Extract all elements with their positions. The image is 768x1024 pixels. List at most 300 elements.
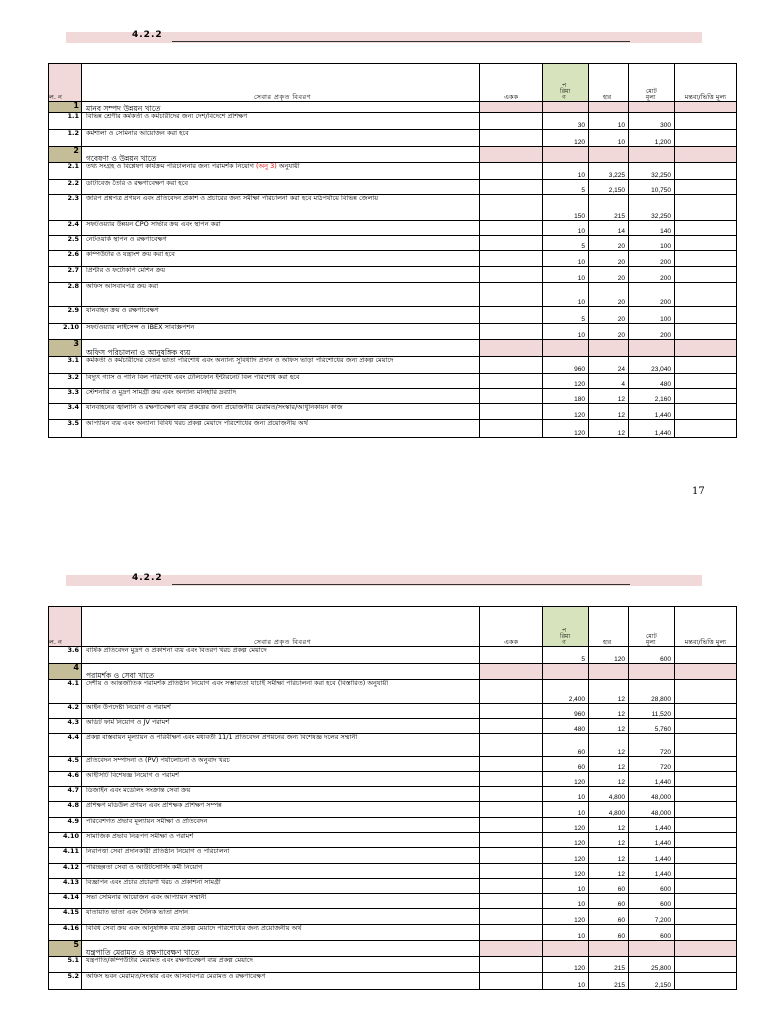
group-row: [49, 340, 737, 357]
row-description-text: প্রশিক্ষণ মডিউল প্রণয়ন এবং প্রশিক্ষক প্রশিক্ষণ সম্পন্ন: [86, 801, 222, 809]
row-note: [675, 236, 737, 251]
header-note: মন্তব্য/ভিত্তি মূল্য: [675, 64, 737, 102]
row-description: [82, 221, 480, 236]
row-rate: 215: [589, 195, 629, 221]
row-serial: 2.9: [49, 307, 82, 324]
row-description: [82, 848, 480, 864]
section-underline-1: [172, 41, 630, 42]
row-description: [82, 389, 480, 404]
row-rate: 20: [589, 251, 629, 267]
row-note: [675, 130, 737, 147]
row-description-text: কর্মকর্তা ও কর্মচারীদের বেতন ভাতা পরিশোধ এবং অন্যান্য সুবিধাদি প্রদান ও অফিস ভাড়া পরিশোধের জন্য প্রকল্প মেয়াদে: [86, 356, 394, 364]
row-quantity: [543, 340, 589, 357]
row-note: [675, 389, 737, 404]
row-quantity: 10: [543, 163, 589, 180]
row-unit: [480, 957, 543, 973]
row-note: [675, 664, 737, 680]
row-description-text: বিবিধ সেবা ক্রয় এবং আনুষঙ্গিক ব্যয় প্রকল্প মেয়াদে পরিশোধের জন্য প্রয়োজনীয় অর্থ: [86, 924, 302, 932]
row-description: [82, 283, 480, 307]
row-quantity: 960: [543, 357, 589, 374]
row-serial: 2.1: [49, 163, 82, 180]
row-description-text: যানবাহনের জ্বালানি ও রক্ষণাবেক্ষণ ব্যয় প্রকল্পের জন্য প্রয়োজনীয় মেরামত/সংস্কার/আধুনিকায়ন কাজ: [86, 403, 343, 411]
row-total: 10,750: [629, 180, 675, 195]
row-quantity: 10: [543, 802, 589, 818]
row-description-text: বিদ্যুৎ গ্যাস ও পানি বিল পরিশোধ এবং টেলিফোন ইন্টারনেট বিল পরিশোধ করা হবে: [86, 373, 300, 381]
item-row: [49, 879, 737, 894]
row-serial: 4: [49, 664, 82, 680]
row-quantity: 960: [543, 704, 589, 719]
row-total: 200: [629, 324, 675, 340]
header-quantity-text: পরিমাণ: [560, 83, 571, 101]
row-total: 480: [629, 374, 675, 389]
row-description-text: ডাটাবেজ তৈরি ও রক্ষণাবেক্ষণ করা হবে: [86, 179, 188, 187]
row-quantity: 180: [543, 389, 589, 404]
row-serial: 4.2: [49, 704, 82, 719]
row-quantity: 60: [543, 734, 589, 757]
row-note: [675, 324, 737, 340]
row-note: [675, 357, 737, 374]
row-serial: 2.2: [49, 180, 82, 195]
row-description-text: অডিট ফার্ম নিয়োগ ও JV পরামর্শ: [86, 718, 170, 726]
row-description-text: প্রতিবেদন সম্পাদনা ও (PV) পর্যালোচনা ও অনুবাদ খরচ: [86, 756, 230, 764]
item-row: [49, 818, 737, 833]
row-total: 23,040: [629, 357, 675, 374]
row-description: [82, 340, 480, 357]
row-quantity: 5: [543, 307, 589, 324]
row-description-text: দেশীয় ও আন্তর্জাতিক পরামর্শক প্রতিষ্ঠান নিয়োগ এবং সম্ভাব্যতা যাচাই সমীক্ষা পরিচালনা করা হবে (বিস্তারিত) অনুযায়ী: [86, 679, 389, 687]
row-quantity: 60: [543, 757, 589, 772]
row-quantity: [543, 147, 589, 163]
row-rate: 12: [589, 404, 629, 420]
row-note: [675, 404, 737, 420]
row-description: [82, 957, 480, 973]
row-description-text: আইন উপদেষ্টা নিয়োগ ও পরামর্শ: [86, 703, 171, 711]
row-unit: [480, 102, 543, 113]
row-unit: [480, 221, 543, 236]
row-description-text: পরিচ্ছন্নতা সেবা ও আউটসোর্সিং কর্মী নিয়োগ: [86, 863, 203, 871]
row-total: 32,250: [629, 195, 675, 221]
row-total: 1,440: [629, 772, 675, 787]
row-note: [675, 909, 737, 925]
row-description: [82, 163, 480, 180]
row-note: [675, 894, 737, 909]
row-description: [82, 130, 480, 147]
row-serial: 4.14: [49, 894, 82, 909]
row-description: [82, 180, 480, 195]
row-note: [675, 802, 737, 818]
row-rate: 60: [589, 894, 629, 909]
row-quantity: 150: [543, 195, 589, 221]
row-total: [629, 941, 675, 957]
row-rate: 12: [589, 818, 629, 833]
cost-table-page-2: [48, 606, 737, 990]
row-total: 7,200: [629, 909, 675, 925]
row-description: [82, 680, 480, 704]
item-row: [49, 267, 737, 283]
row-serial: 4.11: [49, 848, 82, 864]
row-total: 600: [629, 647, 675, 664]
group-row: [49, 147, 737, 163]
row-description: [82, 772, 480, 787]
item-row: [49, 113, 737, 130]
row-serial: 4.1: [49, 680, 82, 704]
row-rate: 12: [589, 833, 629, 848]
row-unit: [480, 787, 543, 802]
row-total: 1,440: [629, 420, 675, 438]
header-total: [629, 607, 675, 647]
row-unit: [480, 324, 543, 340]
item-row: [49, 848, 737, 864]
row-unit: [480, 772, 543, 787]
section-number-1: 4.2.2: [132, 30, 163, 40]
item-row: [49, 925, 737, 941]
header-rate-text: হার: [603, 95, 612, 101]
row-unit: [480, 680, 543, 704]
row-total: [629, 664, 675, 680]
row-serial: 4.7: [49, 787, 82, 802]
row-rate: 12: [589, 389, 629, 404]
item-row: [49, 957, 737, 973]
row-unit: [480, 925, 543, 941]
row-note: [675, 833, 737, 848]
row-quantity: 30: [543, 113, 589, 130]
row-unit: [480, 236, 543, 251]
row-description-text: সফটওয়্যার লাইসেন্স ও IBEX সাবস্ক্রিপশন: [86, 323, 195, 331]
row-note: [675, 704, 737, 719]
item-row: [49, 324, 737, 340]
row-note: [675, 864, 737, 879]
row-note: [675, 818, 737, 833]
row-rate: 12: [589, 772, 629, 787]
row-serial: 4.12: [49, 864, 82, 879]
row-description: [82, 787, 480, 802]
row-quantity: [543, 664, 589, 680]
row-rate: 4: [589, 374, 629, 389]
row-rate: 12: [589, 704, 629, 719]
row-serial: 4.10: [49, 833, 82, 848]
row-rate: 20: [589, 324, 629, 340]
header-unit: একক: [480, 607, 543, 647]
row-note: [675, 195, 737, 221]
row-rate: [589, 147, 629, 163]
row-total: 5,760: [629, 719, 675, 734]
row-total: 32,250: [629, 163, 675, 180]
row-quantity: 480: [543, 719, 589, 734]
row-total: 1,440: [629, 864, 675, 879]
row-rate: 4,800: [589, 787, 629, 802]
row-total: 600: [629, 894, 675, 909]
row-unit: [480, 130, 543, 147]
row-description: [82, 879, 480, 894]
row-rate: 12: [589, 848, 629, 864]
header-description: সেবার প্রকৃত বিবরণ: [82, 607, 480, 647]
item-row: [49, 772, 737, 787]
row-quantity: 120: [543, 420, 589, 438]
header-quantity: [543, 64, 589, 102]
header-note: মন্তব্য/ভিত্তি মূল্য: [675, 607, 737, 647]
row-description-text: ডিজাইন এবং মডেলিং সংক্রান্ত সেবা ক্রয়: [86, 786, 191, 794]
row-serial: 4.8: [49, 802, 82, 818]
item-row: [49, 251, 737, 267]
header-rate-text: হার: [603, 640, 612, 646]
row-description: [82, 734, 480, 757]
row-description: [82, 941, 480, 957]
item-row: [49, 163, 737, 180]
row-description-text: কম্পিউটার ও যন্ত্রাংশ ক্রয় করা হবে: [86, 250, 175, 258]
row-total: 1,440: [629, 833, 675, 848]
item-row: [49, 894, 737, 909]
row-total: 28,800: [629, 680, 675, 704]
row-unit: [480, 719, 543, 734]
row-description-text: বিজ্ঞাপন এবং প্রচার প্রচারণা খরচ ও প্রকাশনা সামগ্রী: [86, 878, 221, 886]
row-note: [675, 221, 737, 236]
header-total-text: মোট মূল্য: [646, 89, 657, 101]
row-serial: 2.8: [49, 283, 82, 307]
row-unit: [480, 864, 543, 879]
section-bar-2: [66, 575, 702, 586]
row-unit: [480, 879, 543, 894]
row-quantity: 120: [543, 130, 589, 147]
row-serial: 4.16: [49, 925, 82, 941]
row-unit: [480, 251, 543, 267]
row-note: [675, 307, 737, 324]
row-unit: [480, 802, 543, 818]
header-rate: [589, 64, 629, 102]
row-quantity: 5: [543, 647, 589, 664]
row-total: [629, 102, 675, 113]
row-unit: [480, 941, 543, 957]
item-row: [49, 719, 737, 734]
row-description-text: নিরাপত্তা সেবা প্রদানকারী প্রতিষ্ঠান নিয়োগ ও পরিচালনা: [86, 847, 230, 855]
row-quantity: 120: [543, 772, 589, 787]
row-quantity: 120: [543, 848, 589, 864]
header-quantity-text: পরিমাণ: [560, 628, 571, 646]
row-unit: [480, 420, 543, 438]
row-serial: 5: [49, 941, 82, 957]
row-quantity: 10: [543, 251, 589, 267]
row-note: [675, 973, 737, 990]
row-total: 300: [629, 113, 675, 130]
row-description-text: সামাজিক প্রভাব নিরূপণ সমীক্ষা ও পরামর্শ: [86, 832, 194, 840]
row-total: 200: [629, 267, 675, 283]
row-quantity: 10: [543, 221, 589, 236]
row-rate: 4,800: [589, 802, 629, 818]
section-number-2: 4.2.2: [132, 573, 163, 583]
row-rate: 10: [589, 130, 629, 147]
item-row: [49, 802, 737, 818]
row-description: [82, 719, 480, 734]
row-note: [675, 251, 737, 267]
row-note: [675, 925, 737, 941]
row-total: 48,000: [629, 802, 675, 818]
row-unit: [480, 664, 543, 680]
row-note: [675, 787, 737, 802]
row-quantity: 5: [543, 236, 589, 251]
item-row: [49, 283, 737, 307]
item-row: [49, 307, 737, 324]
row-description-text: যন্ত্রপাতি মেরামত ও রক্ষণাবেক্ষণ খাতে: [86, 948, 200, 957]
row-description: [82, 147, 480, 163]
row-total: 600: [629, 879, 675, 894]
row-rate: 2,150: [589, 180, 629, 195]
row-description-text: অফিস আসবাবপত্র ক্রয় করা: [86, 282, 159, 290]
row-total: 48,000: [629, 787, 675, 802]
row-description: [82, 647, 480, 664]
item-row: [49, 130, 737, 147]
row-serial: 5.1: [49, 957, 82, 973]
row-unit: [480, 163, 543, 180]
item-row: [49, 420, 737, 438]
row-quantity: 120: [543, 909, 589, 925]
row-unit: [480, 734, 543, 757]
item-row: [49, 236, 737, 251]
row-rate: 12: [589, 420, 629, 438]
row-description-text: অফিস ভবন মেরামত/সংস্কার এবং আসবাবপত্র মেরামত ও রক্ষণাবেক্ষণ: [86, 972, 266, 980]
row-serial: 3.6: [49, 647, 82, 664]
group-row: [49, 941, 737, 957]
row-rate: 20: [589, 267, 629, 283]
row-description-text: নেটওয়ার্ক স্থাপন ও রক্ষণাবেক্ষণ: [86, 235, 167, 243]
row-description-text: সভা সেমিনার আয়োজন এবং আপ্যায়ন সম্মানী: [86, 893, 207, 901]
row-rate: 120: [589, 647, 629, 664]
row-description-text: আপ্যায়ন ব্যয় এবং অন্যান্য বিবিধ খরচ প্রকল্প মেয়াদে পরিশোধের জন্য প্রয়োজনীয় অর্থ: [86, 419, 308, 427]
row-serial: 1.2: [49, 130, 82, 147]
row-rate: 10: [589, 113, 629, 130]
section-underline-2: [172, 584, 630, 585]
row-description: [82, 307, 480, 324]
row-note: [675, 374, 737, 389]
row-unit: [480, 404, 543, 420]
row-note: [675, 283, 737, 307]
row-quantity: 2,400: [543, 680, 589, 704]
row-rate: 215: [589, 973, 629, 990]
row-rate: 12: [589, 757, 629, 772]
row-rate: 20: [589, 283, 629, 307]
item-row: [49, 647, 737, 664]
item-row: [49, 833, 737, 848]
item-row: [49, 973, 737, 990]
row-quantity: 10: [543, 894, 589, 909]
row-description-text: প্রকল্প বাস্তবায়ন মূল্যায়ন ও পরিবীক্ষণ এবং মধ্যবর্তী 11/1 প্রতিবেদন প্রণয়নের জন্য বিশেষজ্ঞ দলের সম্মানী: [86, 733, 358, 741]
row-note: [675, 340, 737, 357]
row-description-text: সফটওয়্যার উন্নয়ন CPO সার্ভার ক্রয় এবং স্থাপন করা: [86, 220, 221, 228]
row-description: [82, 267, 480, 283]
row-serial: 1.1: [49, 113, 82, 130]
row-rate: 20: [589, 236, 629, 251]
row-serial: 5.2: [49, 973, 82, 990]
row-description: [82, 420, 480, 438]
row-serial: 4.5: [49, 757, 82, 772]
row-serial: 3.2: [49, 374, 82, 389]
row-note: [675, 113, 737, 130]
row-serial: 2.10: [49, 324, 82, 340]
row-total: 25,800: [629, 957, 675, 973]
row-rate: [589, 102, 629, 113]
row-serial: 4.9: [49, 818, 82, 833]
row-serial: 4.3: [49, 719, 82, 734]
row-unit: [480, 818, 543, 833]
item-row: [49, 180, 737, 195]
row-serial: 3.1: [49, 357, 82, 374]
row-total: 100: [629, 307, 675, 324]
item-row: [49, 734, 737, 757]
row-serial: 2.3: [49, 195, 82, 221]
row-unit: [480, 267, 543, 283]
cost-table-page-1: [48, 63, 737, 438]
row-total: 100: [629, 236, 675, 251]
header-description: সেবার প্রকৃত বিবরণ: [82, 64, 480, 102]
row-note: [675, 647, 737, 664]
row-note: [675, 147, 737, 163]
row-description-text: গবেষণা ও উন্নয়ন খাতে: [86, 154, 157, 163]
row-description-text: পরিবেশগত প্রভাব মূল্যায়ন সমীক্ষা ও প্রতিবেদন: [86, 817, 208, 825]
header-quantity: [543, 607, 589, 647]
row-quantity: 5: [543, 180, 589, 195]
item-row: [49, 221, 737, 236]
row-serial: 1: [49, 102, 82, 113]
row-description: [82, 818, 480, 833]
row-total: 11,520: [629, 704, 675, 719]
row-quantity: 120: [543, 957, 589, 973]
row-total: 720: [629, 757, 675, 772]
row-serial: 4.15: [49, 909, 82, 925]
row-quantity: 120: [543, 374, 589, 389]
row-description: [82, 664, 480, 680]
page-number: 17: [692, 486, 705, 497]
row-quantity: 10: [543, 267, 589, 283]
row-rate: [589, 941, 629, 957]
row-quantity: 120: [543, 833, 589, 848]
header-total: [629, 64, 675, 102]
row-note: [675, 180, 737, 195]
header-serial: ল. ন: [49, 607, 82, 647]
row-note: [675, 757, 737, 772]
row-serial: 2.4: [49, 221, 82, 236]
row-rate: 215: [589, 957, 629, 973]
row-serial: 2.5: [49, 236, 82, 251]
row-unit: [480, 374, 543, 389]
row-total: 2,150: [629, 973, 675, 990]
row-description-text: আইসিটি বিশেষজ্ঞ নিয়োগ ও পরামর্শ: [86, 771, 179, 779]
row-rate: 20: [589, 307, 629, 324]
row-total: 1,440: [629, 818, 675, 833]
row-description: [82, 251, 480, 267]
header-row: [49, 64, 737, 102]
row-quantity: 10: [543, 925, 589, 941]
row-serial: 2.7: [49, 267, 82, 283]
row-unit: [480, 894, 543, 909]
row-unit: [480, 283, 543, 307]
row-description: [82, 195, 480, 221]
row-description-text: যাতায়াত ভাতা এবং দৈনিক ভাতা প্রদান: [86, 908, 189, 916]
row-serial: 3: [49, 340, 82, 357]
row-rate: [589, 340, 629, 357]
item-row: [49, 374, 737, 389]
row-serial: 3.5: [49, 420, 82, 438]
group-row: [49, 664, 737, 680]
row-serial: 3.4: [49, 404, 82, 420]
row-serial: 2.6: [49, 251, 82, 267]
row-note: [675, 941, 737, 957]
row-description: [82, 357, 480, 374]
row-rate: [589, 664, 629, 680]
row-quantity: 120: [543, 818, 589, 833]
row-note: [675, 719, 737, 734]
row-note: [675, 102, 737, 113]
row-note: [675, 680, 737, 704]
row-total: 1,440: [629, 848, 675, 864]
row-description: [82, 973, 480, 990]
